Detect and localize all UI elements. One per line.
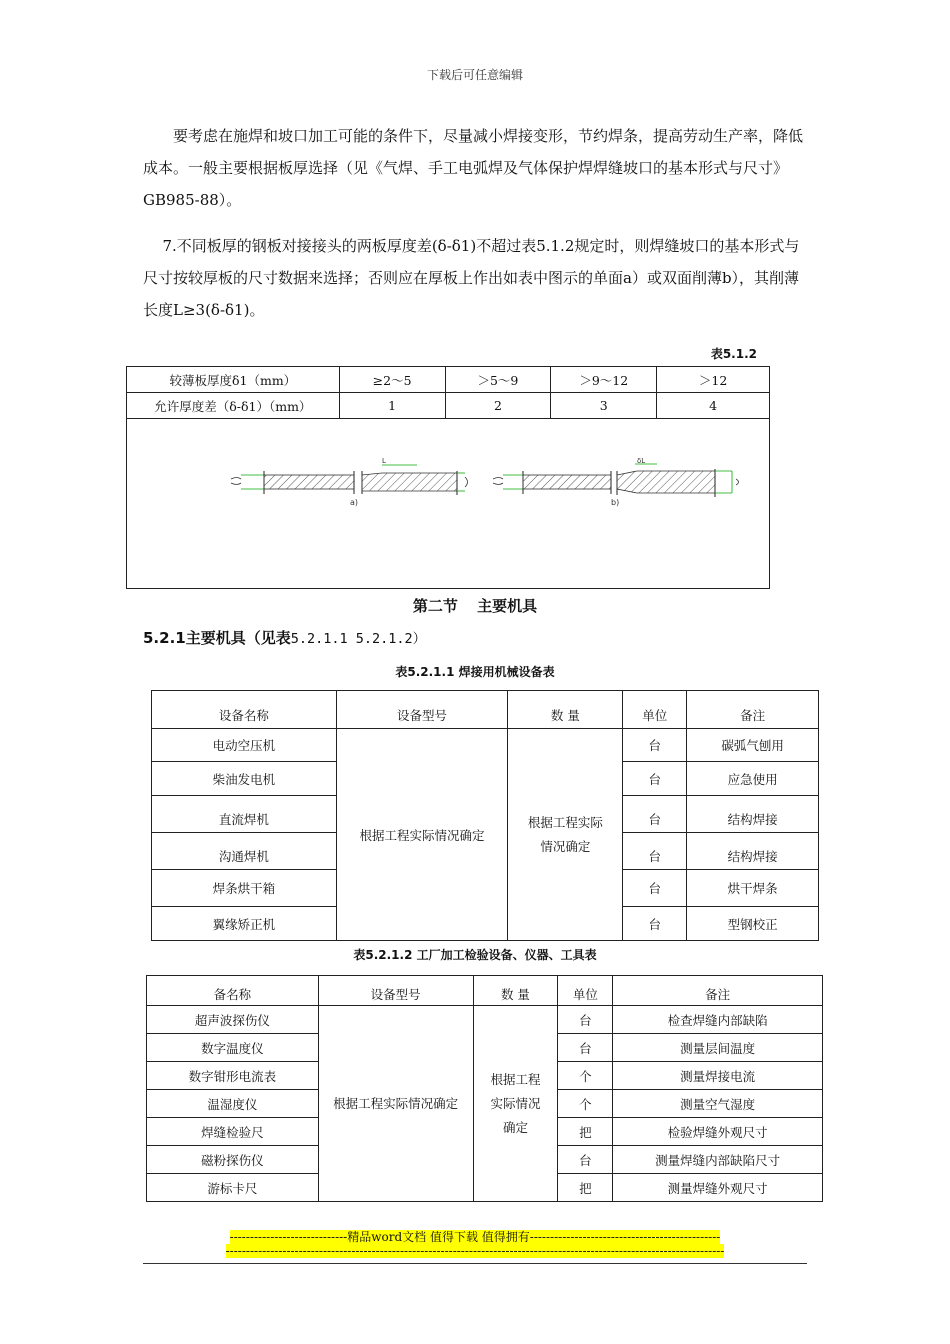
instrument-name: 数字钳形电流表 [147,1062,319,1090]
header-cell: 备注 [613,976,823,1006]
header-cell: 数 量 [508,691,623,729]
table-row [152,729,819,762]
header-cell: 备名称 [147,976,319,1006]
section-title: 第二节 主要机具 [412,597,538,615]
instrument-unit: 个 [558,1062,613,1090]
instrument-name: 温湿度仪 [147,1090,319,1118]
instrument-name: 磁粉探伤仪 [147,1146,319,1174]
footer-banner-dashes: --------------------------------------------------------------------------------------------------------------------------- [225,1244,725,1258]
table-5-2-1-1 [151,690,819,941]
break-symbol-left-a [231,478,241,485]
table-row [127,393,770,419]
footer-banner-text: -----------------------------精品word文档 值得下载 值得拥有----------------------------------------------- [229,1230,721,1244]
instrument-note: 测量焊缝内部缺陷尺寸 [613,1146,823,1174]
page-header: 下载后可任意编辑 [426,68,523,82]
instrument-unit: 把 [558,1118,613,1146]
label-a: a) [350,498,359,507]
subheading-bold: 5.2.1主要机具（见表 [143,629,291,647]
equipment-name: 焊条烘干箱 [152,870,337,907]
instrument-unit: 台 [558,1034,613,1062]
thick-plate-a [362,473,457,491]
equipment-name: 电动空压机 [152,729,337,762]
equipment-note: 结构焊接 [687,796,819,833]
subheading-5-2-1 [143,627,426,648]
header-cell: 单位 [558,976,613,1006]
table-cell: 3 [551,393,657,419]
equipment-model: 根据工程实际情况确定 [336,729,508,941]
instrument-note: 测量层间温度 [613,1034,823,1062]
plate-thinning-diagram [127,419,769,588]
footer-banner-line-1 [0,1228,950,1245]
instrument-quantity: 根据工程实际情况确定 [473,1006,558,1202]
header-cell: 设备型号 [318,976,473,1006]
equipment-name: 沟通焊机 [152,833,337,870]
header-cell: 单位 [623,691,687,729]
equipment-name: 直流焊机 [152,796,337,833]
instrument-name: 超声波探伤仪 [147,1006,319,1034]
equipment-name: 翼缘矫正机 [152,907,337,941]
thin-plate-a [264,475,354,489]
instrument-note: 检查焊缝内部缺陷 [613,1006,823,1034]
header-cell: 数 量 [473,976,558,1006]
thin-plate-b [523,475,611,489]
instrument-unit: 台 [558,1146,613,1174]
equipment-unit: 台 [623,762,687,796]
diagram-b [493,457,739,507]
equipment-unit: 台 [623,796,687,833]
table-cell: 4 [657,393,770,419]
table-header-row [147,976,823,1006]
instrument-note: 测量焊缝外观尺寸 [613,1174,823,1202]
table-cell: ＞9～12 [551,367,657,393]
table-cell: 1 [339,393,445,419]
label-b: b) [611,498,620,507]
equipment-note: 应急使用 [687,762,819,796]
table-header-row [152,691,819,729]
table-cell: 允许厚度差（δ-δ1）（mm） [127,393,340,419]
equipment-note: 型钢校正 [687,907,819,941]
equipment-unit: 台 [623,907,687,941]
equipment-unit: 台 [623,833,687,870]
header-cell: 备注 [687,691,819,729]
instrument-note: 检验焊缝外观尺寸 [613,1118,823,1146]
table-5-2-1-1-caption: 表5.2.1.1 焊接用机械设备表 [395,665,555,679]
table-5-1-2 [126,366,770,589]
instrument-name: 焊缝检验尺 [147,1118,319,1146]
table-cell: ＞5～9 [445,367,551,393]
length-label-a: L [382,457,386,465]
equipment-note: 碳弧气刨用 [687,729,819,762]
instrument-note: 测量焊接电流 [613,1062,823,1090]
table-cell: 较薄板厚度δ1（mm） [127,367,340,393]
header-cell: 设备名称 [152,691,337,729]
table-row [147,1006,823,1034]
thinning-diagram-cell [127,419,770,589]
quantity-text: 根据工程实际情况确定 [527,814,603,854]
instrument-unit: 台 [558,1006,613,1034]
instrument-name: 数字温度仪 [147,1034,319,1062]
instrument-note: 测量空气湿度 [613,1090,823,1118]
equipment-unit: 台 [623,729,687,762]
table-row [127,367,770,393]
footer-divider [143,1263,807,1264]
table-5-2-1-2 [146,975,823,1202]
instrument-name: 游标卡尺 [147,1174,319,1202]
table-cell: ≥2～5 [339,367,445,393]
paragraph-groove-selection: 要考虑在施焊和坡口加工可能的条件下，尽量减小焊接变形，节约焊条，提高劳动生产率，降低成本。一般主要根据板厚选择（见《气焊、手工电弧焊及气体保护焊焊缝坡口的基本形式与尺寸》GB985-88）。 [143,127,804,209]
length-label-b: δL [637,457,646,465]
table-cell: 2 [445,393,551,419]
instrument-unit: 个 [558,1090,613,1118]
equipment-note: 结构焊接 [687,833,819,870]
table-5-2-1-2-caption: 表5.2.1.2 工厂加工检验设备、仪器、工具表 [353,948,597,962]
footer-banner-line-2 [0,1244,950,1258]
equipment-note: 烘干焊条 [687,870,819,907]
equipment-name: 柴油发电机 [152,762,337,796]
paragraph-thickness-difference: 7.不同板厚的钢板对接接头的两板厚度差(δ-δ1)不超过表5.1.2规定时，则焊缝坡口的基本形式与尺寸按较厚板的尺寸数据来选择；否则应在厚板上作出如表中图示的单面a）或双面削薄b），其削薄长度L≥3(δ-δ1)。 [143,237,800,319]
equipment-quantity [508,729,623,941]
equipment-unit: 台 [623,870,687,907]
instrument-model: 根据工程实际情况确定 [318,1006,473,1202]
table-5-1-2-caption: 表5.1.2 [710,347,757,361]
table-cell: ＞12 [657,367,770,393]
thick-plate-b [617,471,715,493]
instrument-unit: 把 [558,1174,613,1202]
subheading-refs: 5.2.1.1 5.2.1.2） [290,631,427,647]
diagram-a [231,457,468,507]
header-cell: 设备型号 [336,691,508,729]
